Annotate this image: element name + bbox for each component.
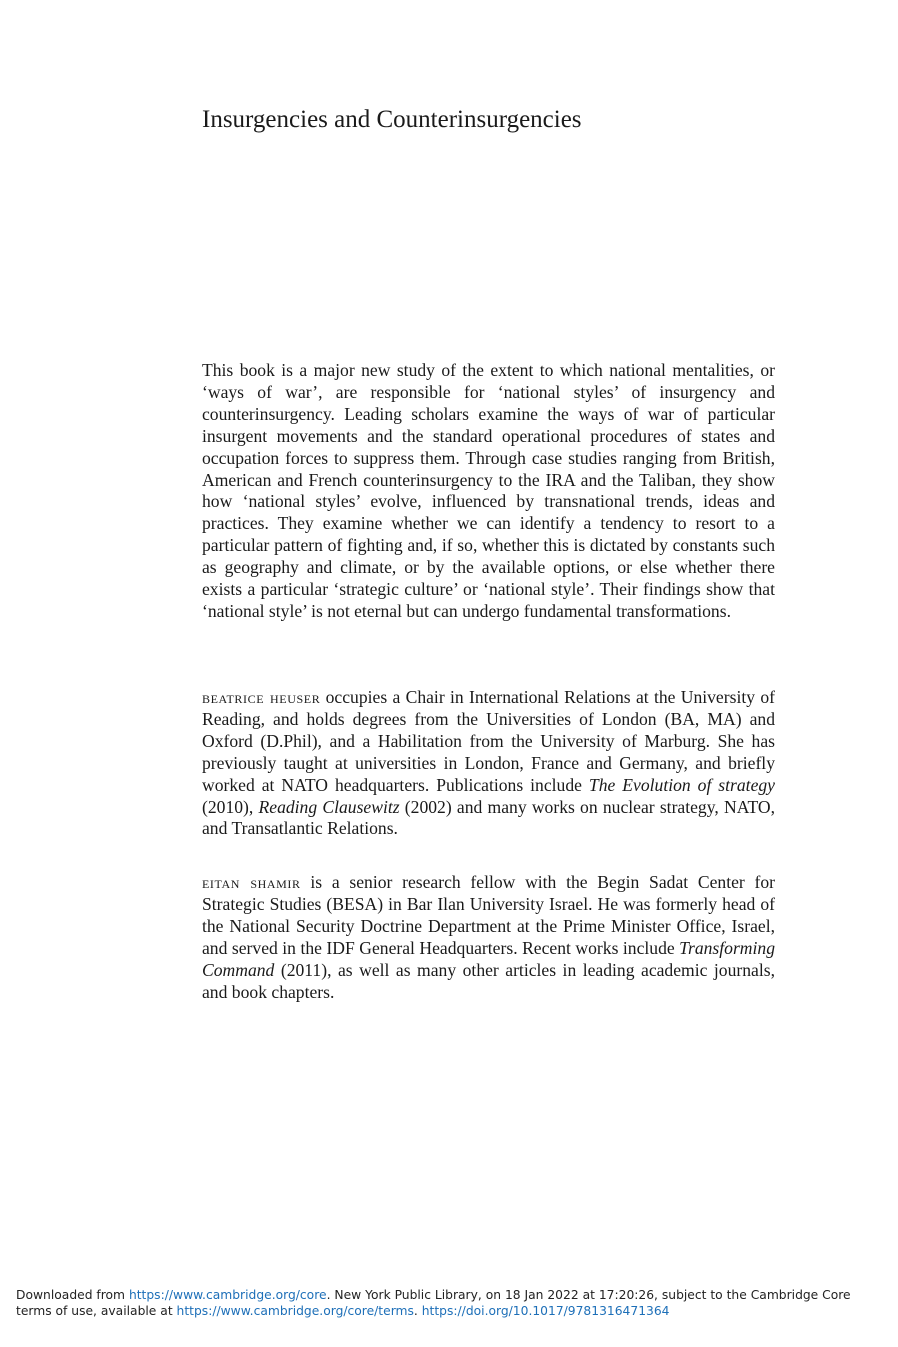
footer-separator: . <box>413 1304 422 1318</box>
bio-text: (2011), as well as many other articles in leading academic journals, and book chapters. <box>202 959 775 1002</box>
book-title: Transforming Command <box>202 937 775 980</box>
bio-text: (2010), <box>202 796 259 817</box>
bio-text: is a senior research fellow with the Begin Sadat Center for Strategic Studies (BESA) in Bar Ilan University Israel. He was formerly head of the National Security Doctrine Department at the Prime Minister Office, Israel, and served in the IDF General Headquarters. Recent works include <box>202 872 775 958</box>
cambridge-core-link[interactable]: https://www.cambridge.org/core <box>128 1288 327 1302</box>
doi-link[interactable]: https://doi.org/10.1017/9781316471364 <box>421 1304 670 1318</box>
book-title: Reading Clausewitz <box>258 796 400 817</box>
bio-text: occupies a Chair in International Relations at the University of Reading, and holds degrees from the Universities of London (BA, MA) and Oxford (D.Phil), and a Habilitation from the University of Marburg. She has previously taught at universities in London, France and Germany, and briefly worked at NATO headquarters. Publications include <box>202 687 775 795</box>
author-bio-heuser <box>202 687 775 840</box>
terms-link[interactable]: https://www.cambridge.org/core/terms <box>176 1304 414 1318</box>
bio-text: (2002) and many works on nuclear strategy, NATO, and Transatlantic Relations. <box>202 796 775 839</box>
download-footer <box>16 1287 886 1319</box>
book-title: The Evolution of strategy <box>588 774 775 795</box>
author-bio-shamir <box>202 872 775 1003</box>
footer-text: . New York Public Library, on 18 Jan 2022 at 17:20:26, subject to the Cambridge Core terms of use, available at <box>16 1288 851 1318</box>
book-description: This book is a major new study of the extent to which national mentalities, or ‘ways of war’, are responsible for ‘national styles’ of insurgency and counterinsurgency. Leading scholars examine the ways of war of particular insurgent movements and the standard operational procedures of states and occupation forces to suppress them. Through case studies ranging from British, American and French counterinsurgency to the IRA and the Taliban, they show how ‘national styles’ evolve, influenced by transnational trends, ideas and practices. They examine whether we can identify a tendency to resort to a particular pattern of fighting and, if so, whether this is dictated by constants such as geography and climate, or by the available options, or else whether there exists a particular ‘strategic culture’ or ‘national style’. Their findings show that ‘national style’ is not eternal but can undergo fundamental transformations. <box>202 360 775 621</box>
author-name-heuser: beatrice heuser <box>202 687 321 707</box>
author-name-shamir: eitan shamir <box>202 872 301 892</box>
page-title: Insurgencies and Counterinsurgencies <box>202 106 582 133</box>
footer-text: Downloaded from <box>16 1288 129 1302</box>
